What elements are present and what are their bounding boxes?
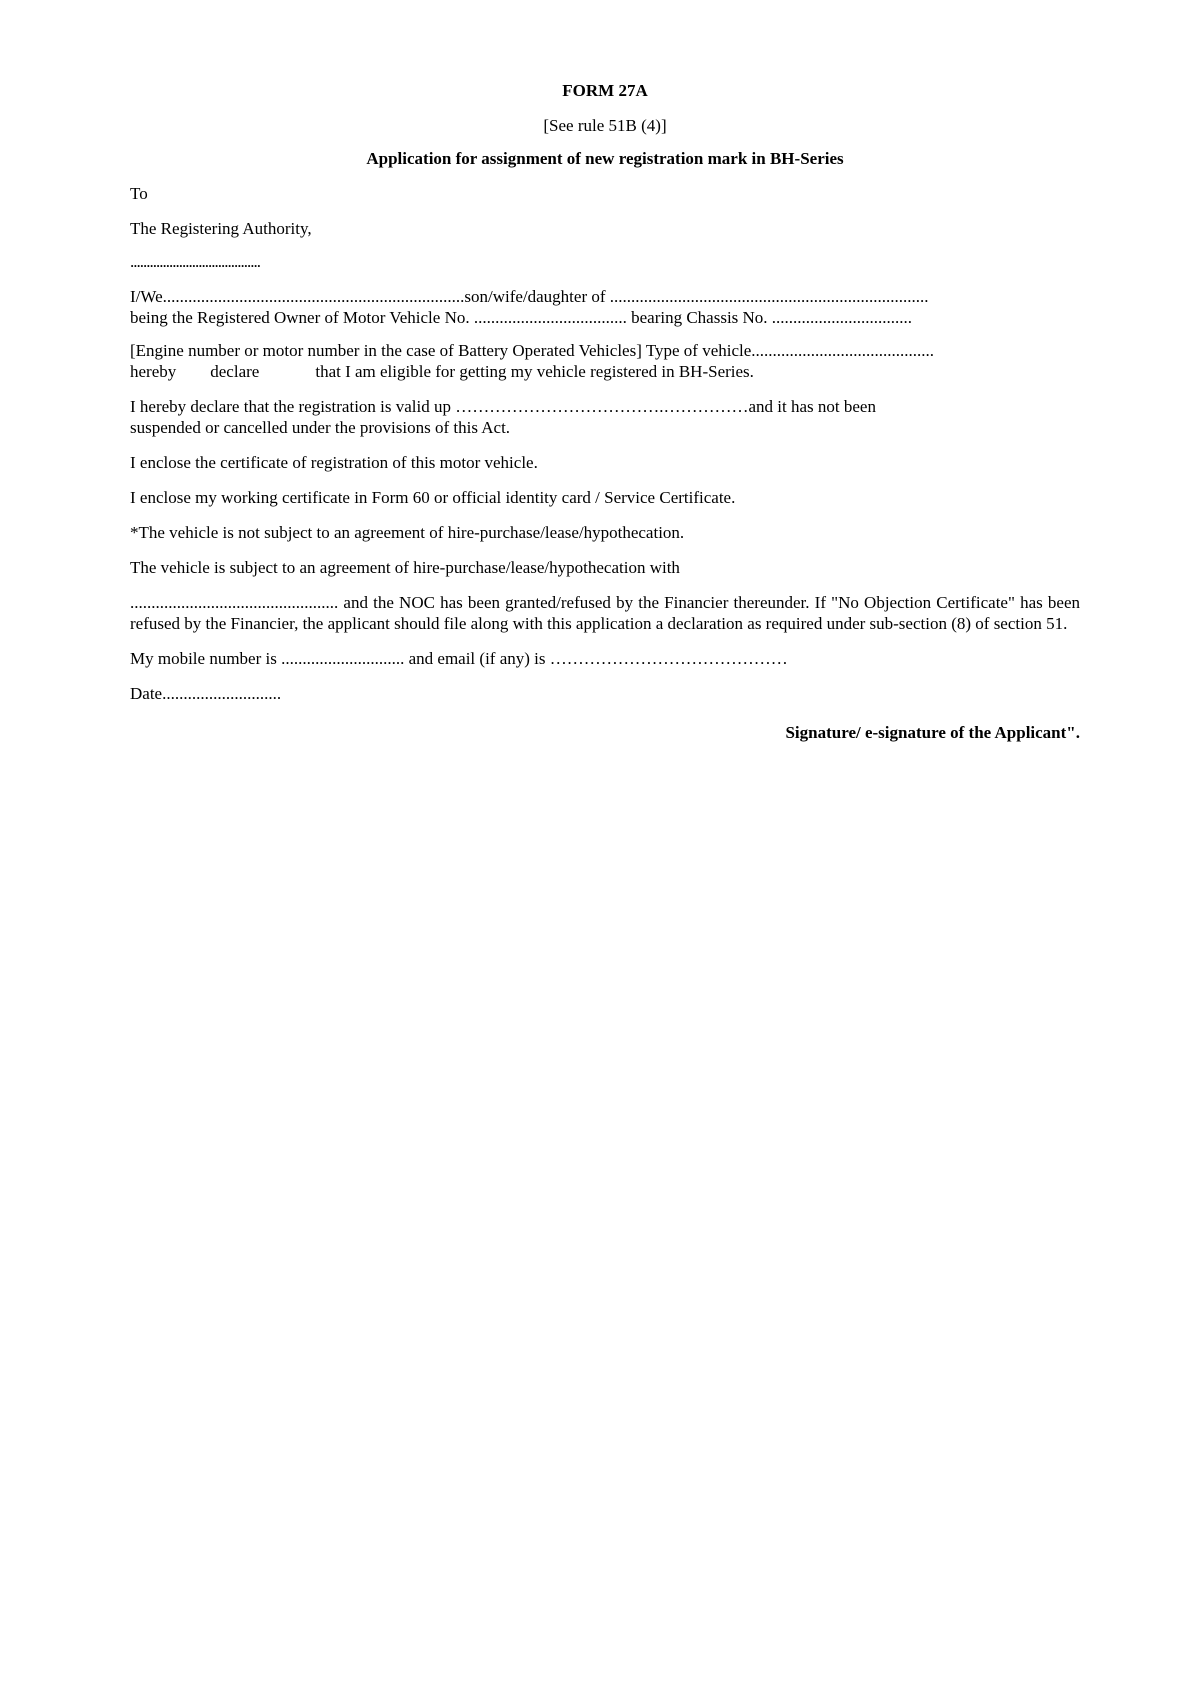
validity-line-1: I hereby declare that the registration is valid up ……………………………….……………and it has not been (130, 397, 876, 416)
validity-line-2: suspended or cancelled under the provisions of this Act. (130, 418, 511, 437)
date-line: Date............................ (130, 684, 282, 703)
hereby-word: hereby (130, 362, 177, 381)
owner-paragraph (130, 286, 1080, 328)
enclose-registration-certificate: I enclose the certificate of registration of this motor vehicle. (130, 453, 538, 472)
not-hypothecated-statement: *The vehicle is not subject to an agreement of hire-purchase/lease/hypothecation. (130, 523, 685, 542)
owner-line-2: being the Registered Owner of Motor Vehicle No. .................................... bearing Chassis No. ................................. (130, 308, 913, 327)
rule-reference: [See rule 51B (4)] (543, 116, 667, 135)
form-page (130, 60, 1080, 743)
application-heading: Application for assignment of new registration mark in BH-Series (366, 149, 844, 168)
validity-paragraph (130, 396, 1080, 438)
authority-blank: ........................................ (130, 252, 260, 271)
owner-line-1: I/We.......................................................................son/wife/daughter of ........................................................................... (130, 287, 929, 306)
form-title: FORM 27A (562, 81, 648, 100)
applicant-signature: Signature/ e-signature of the Applicant". (785, 723, 1080, 742)
hypothecated-statement: The vehicle is subject to an agreement of hire-purchase/lease/hypothecation with (130, 558, 680, 577)
contact-line: My mobile number is ............................. and email (if any) is …………………………………… (130, 649, 788, 668)
engine-line-1: [Engine number or motor number in the case of Battery Operated Vehicles] Type of vehicle........................................... (130, 341, 935, 360)
enclose-working-certificate: I enclose my working certificate in Form 60 or official identity card / Service Certificate. (130, 488, 736, 507)
registering-authority: The Registering Authority, (130, 219, 312, 238)
to-label: To (130, 184, 148, 203)
engine-line-2 (130, 361, 1080, 382)
declare-word: declare (210, 362, 260, 381)
eligibility-text: that I am eligible for getting my vehicle registered in BH-Series. (315, 362, 754, 381)
noc-paragraph: ................................................. and the NOC has been granted/refused by the Financier thereunder. If "No Objection Certificate" has been refused by the Financier, the applicant should file along with this application a declaration as required under sub-section (8) of section 51. (130, 593, 1080, 633)
engine-paragraph (130, 340, 1080, 382)
